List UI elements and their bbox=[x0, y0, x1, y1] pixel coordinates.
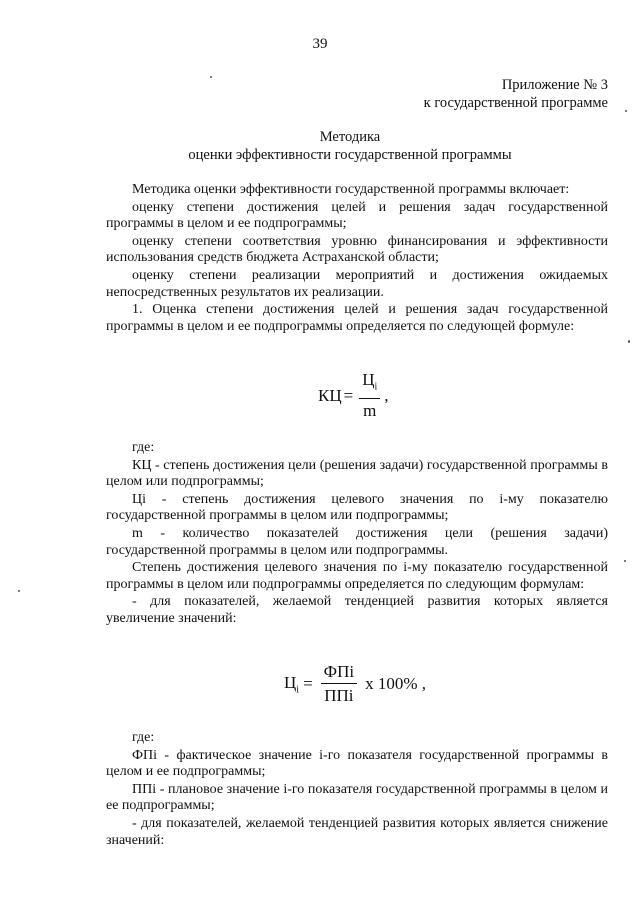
fraction-denominator: m bbox=[363, 401, 377, 421]
scan-speck bbox=[210, 76, 212, 78]
formula-equals: = bbox=[343, 385, 354, 405]
scan-speck bbox=[625, 110, 627, 112]
paragraph: ППi - плановое значение i-го показателя государственной программы в целом и ее подпрограммы; bbox=[106, 781, 608, 814]
title-line-1: Методика bbox=[319, 129, 381, 145]
fraction bbox=[359, 370, 380, 421]
fraction bbox=[321, 662, 357, 706]
formula-tail: х 100% , bbox=[365, 674, 427, 693]
formula-ci bbox=[284, 662, 426, 706]
paragraph: Цi - степень достижения целевого значения по i-му показателю государственной программы в целом или подпрограммы; bbox=[106, 491, 608, 524]
formula-lhs bbox=[284, 673, 299, 695]
paragraph: оценку степени соответствия уровню финансирования и эффективности использования средств бюджета Астраханской области; bbox=[106, 233, 608, 266]
paragraph: где: bbox=[132, 730, 155, 745]
definitions-block bbox=[106, 440, 608, 629]
formula-equals: = bbox=[303, 674, 313, 693]
paragraph: где: bbox=[132, 440, 155, 455]
paragraph: оценку степени достижения целей и решения задач государственной программы в целом и ее подпрограммы; bbox=[106, 199, 608, 232]
lhs-subscript: i bbox=[296, 684, 300, 696]
scan-speck bbox=[624, 560, 626, 562]
appendix-line-1: Приложение № 3 bbox=[501, 77, 608, 93]
document-title bbox=[0, 128, 640, 164]
paragraph: ФПi - фактическое значение i-го показателя государственной программы в целом и ее подпрограммы; bbox=[106, 747, 608, 780]
lhs-text: Ц bbox=[284, 672, 297, 692]
paragraph: оценку степени реализации мероприятий и достижения ожидаемых непосредственных результатов их реализации. bbox=[106, 267, 608, 300]
numerator-subscript: i bbox=[374, 381, 378, 393]
formula-kc bbox=[318, 370, 389, 421]
paragraph: - для показателей, желаемой тенденцией развития которых является увеличение значений: bbox=[106, 594, 608, 626]
fraction-denominator: ППi bbox=[324, 686, 354, 705]
appendix-header bbox=[424, 76, 608, 112]
appendix-line-2: к государственной программе bbox=[423, 95, 608, 111]
paragraph: m - количество показателей достижения цели (решения задачи) государственной программы в целом или подпрограммы. bbox=[106, 525, 608, 558]
paragraph: Методика оценки эффективности государственной программы включает: bbox=[132, 182, 570, 197]
definitions-block-2 bbox=[106, 730, 608, 850]
intro-block bbox=[106, 182, 608, 336]
fraction-numerator: ФПi bbox=[321, 662, 357, 684]
page-number: 39 bbox=[312, 36, 328, 52]
title-line-2: оценки эффективности государственной программы bbox=[188, 147, 512, 163]
formula-lhs: КЦ bbox=[318, 385, 342, 405]
scan-speck bbox=[18, 590, 20, 592]
paragraph: КЦ - степень достижения цели (решения задачи) государственной программы в целом или подпрограммы; bbox=[106, 457, 608, 490]
paragraph: 1. Оценка степени достижения целей и решения задач государственной программы в целом и ее подпрограммы определяется по следующей формуле: bbox=[106, 302, 608, 334]
numerator-text: Ц bbox=[362, 370, 375, 389]
formula-comma: , bbox=[384, 385, 389, 405]
fraction-numerator bbox=[359, 370, 380, 399]
paragraph: Степень достижения целевого значения по i-му показателю государственной программы в целом или подпрограммы определяется по следующим формулам: bbox=[106, 560, 608, 592]
paragraph: - для показателей, желаемой тенденцией развития которых является снижение значений: bbox=[106, 815, 608, 848]
scan-speck bbox=[628, 340, 630, 343]
